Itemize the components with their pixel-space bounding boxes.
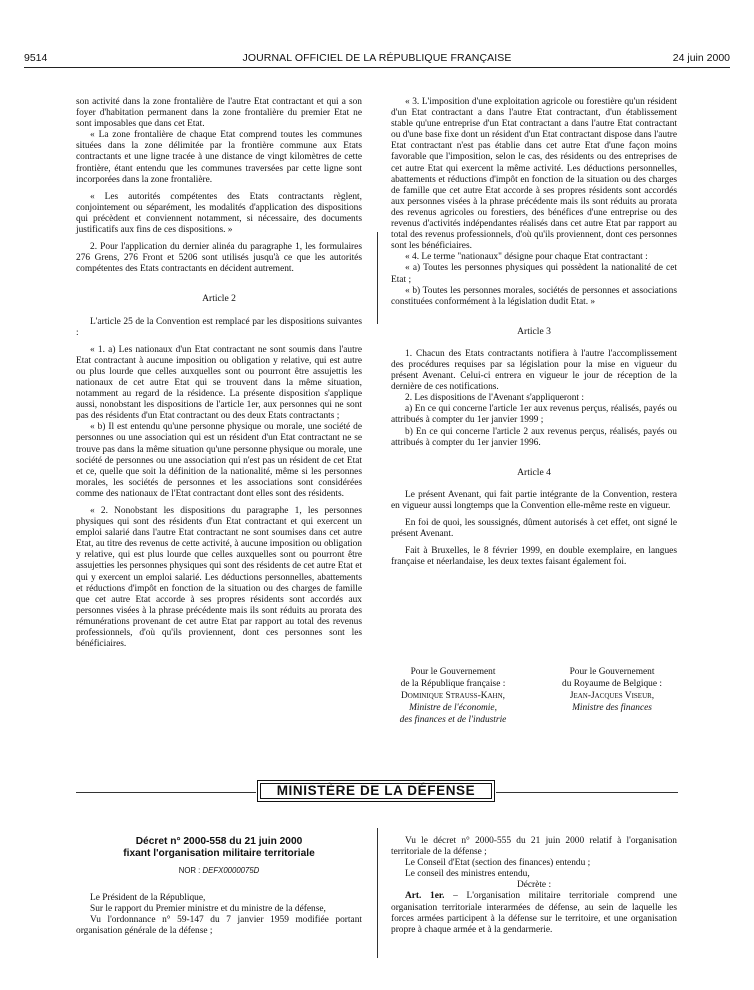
signature-block-belgium <box>532 666 692 714</box>
paragraph: Le présent Avenant, qui fait partie intégrante de la Convention, restera en vigueur aussi longtemps que la Convention elle-même reste en vigueur. <box>391 489 677 511</box>
page-number: 9514 <box>24 52 48 64</box>
paragraph: a) En ce qui concerne l'article 1er aux revenus perçus, réalisés, payés ou attribués à compter du 1er janvier 1999 ; <box>391 404 677 426</box>
signature-line: Pour le Gouvernement <box>569 667 655 677</box>
article-1-text: – L'organisation militaire territoriale comprend une organisation territoriale interarmées de défense, au sein de laquelle les forces armées participent à la défense sur le territoire, et une organisation propre à chaque armée et à la gendarmerie. <box>391 891 677 935</box>
nor-code: DEFX0000075D <box>202 866 260 875</box>
left-column <box>76 97 362 650</box>
paragraph: Vu l'ordonnance n° 59-147 du 7 janvier 1959 modifiée portant organisation générale de la défense ; <box>76 915 362 937</box>
header-rule <box>24 67 730 68</box>
signatory-name: Dominique Strauss-Kahn, <box>401 691 505 701</box>
paragraph: Fait à Bruxelles, le 8 février 1999, en double exemplaire, en langues française et néerlandaise, les deux textes faisant également foi. <box>391 546 677 568</box>
paragraph: Sur le rapport du Premier ministre et du ministre de la défense, <box>90 904 326 915</box>
article-heading: Article 2 <box>202 293 236 305</box>
column-divider <box>377 828 378 958</box>
nor-reference <box>76 866 362 875</box>
paragraph: « Les autorités compétentes des Etats contractants règlent, conjointement ou séparément, les modalités d'application des dispositions qui précèdent et conviennent notamment, si nécessaire, des documents justificatifs aux fins de ces dispositions. » <box>76 191 362 236</box>
paragraph: 2. Les dispositions de l'Avenant s'appliqueront : <box>405 393 584 404</box>
paragraph: Le Président de la République, <box>90 893 206 903</box>
nor-label: NOR : <box>178 866 201 875</box>
paragraph: 2. Pour l'application du dernier alinéa du paragraphe 1, les formulaires 276 Grens, 276 Front et 5206 sont utilisés jusqu'à ce que les autorités compétentes des Etats contractants en décident autrement. <box>76 242 362 275</box>
right-column <box>391 97 677 568</box>
paragraph: « b) Il est entendu qu'une personne physique ou morale, une société de personnes ou une association qui est un résident d'un Etat contractant ne se trouve pas dans la même situation qu'une personne physique ou morale, une société de personnes ou une association qui n'est pas un résident de cet Etat et ce, quelle que soit la définition de la nationalité, même si les personnes morales, les sociétés de personnes et les associations sont considérées comme des nationaux de l'Etat contractant dont elles sont des résidents. <box>76 422 362 499</box>
paragraph: « 1. a) Les nationaux d'un Etat contractant ne sont soumis dans l'autre Etat contractant à aucune imposition ou obligation y relative, qui est autre ou plus lourde que celles auxquelles sont ou pourront être assujettis les nationaux de cet autre Etat qui se trouvent dans la même situation, notamment au regard de la résidence. La présente disposition s'applique aussi, nonobstant les dispositions de l'article 1er, aux personnes qui ne sont pas des résidents d'un Etat contractant ou des deux Etats contractants ; <box>76 344 362 422</box>
paragraph: « a) Toutes les personnes physiques qui possèdent la nationalité de cet Etat ; <box>391 263 677 285</box>
article-heading: Article 4 <box>517 466 551 478</box>
decree-title <box>76 836 362 860</box>
paragraph: Vu le décret n° 2000-555 du 21 juin 2000 relatif à l'organisation territoriale de la défense ; <box>391 836 677 858</box>
paragraph: « La zone frontalière de chaque Etat comprend toutes les communes situées dans la zone délimitée par la frontière commune aux Etats contractants et une ligne tracée à une distance de vingt kilomètres de cette frontière, étant entendu que les communes traversées par cette ligne sont incorporées dans la zone frontalière. <box>76 130 362 185</box>
issue-date: 24 juin 2000 <box>672 52 730 64</box>
journal-title: JOURNAL OFFICIEL DE LA RÉPUBLIQUE FRANÇAISE <box>242 52 512 64</box>
paragraph: Le conseil des ministres entendu, <box>405 869 530 880</box>
decree-title-line: Décret n° 2000-558 du 21 juin 2000 <box>135 836 303 847</box>
signature-line: de la République française : <box>400 679 506 689</box>
banner-rule-left <box>76 792 256 793</box>
signature-line: Pour le Gouvernement <box>410 667 496 677</box>
signature-line: du Royaume de Belgique : <box>562 679 662 689</box>
signatory-title: Ministre des finances <box>572 703 652 713</box>
paragraph: son activité dans la zone frontalière de l'autre Etat contractant et qui a son foyer d'habitation permanent dans la zone frontalière du premier Etat ne sont imposables que dans cet Etat. <box>76 97 362 130</box>
column-divider <box>377 232 378 324</box>
decree-title-line: fixant l'organisation militaire territoriale <box>123 848 315 859</box>
signatory-title: des finances et de l'industrie <box>399 715 507 725</box>
paragraph: « 4. Le terme "nationaux" désigne pour chaque Etat contractant : <box>405 252 648 263</box>
paragraph: L'article 25 de la Convention est remplacé par les dispositions suivantes : <box>76 316 362 338</box>
decree-left-column <box>76 893 362 937</box>
decree-enacting-formula: Décrète : <box>516 880 552 891</box>
signatory-title: Ministre de l'économie, <box>409 703 497 713</box>
paragraph: b) En ce qui concerne l'article 2 aux revenus perçus, réalisés, payés ou attribués à compter du 1er janvier 1996. <box>391 426 677 448</box>
page-header <box>24 52 730 66</box>
paragraph: En foi de quoi, les soussignés, dûment autorisés à cet effet, ont signé le présent Avenant. <box>391 518 677 540</box>
paragraph: « b) Toutes les personnes morales, sociétés de personnes et associations constituées conformément à la législation dudit Etat. » <box>391 285 677 307</box>
ministry-banner-label: MINISTÈRE DE LA DÉFENSE <box>260 783 492 799</box>
signatory-name: Jean-Jacques Viseur, <box>569 691 655 701</box>
article-heading: Article 3 <box>517 325 551 337</box>
paragraph: « 2. Nonobstant les dispositions du paragraphe 1, les personnes physiques qui sont des résidents d'un Etat contractant et qui exercent un emploi salarié dans l'autre Etat contractant ne sont soumises dans cet autre Etat, au titre des revenus de cette activité, à aucune imposition ou obligation y relative, qui est plus lourde que celles auxquelles sont ou pourront être assujetties les personnes physiques qui sont des résidents de cet autre Etat et qui y exercent un emploi salarié. Les déductions personnelles, abattements et réductions d'impôt en fonction de la situation ou des charges de famille que cet autre Etat accorde à ses propres résidents sont accordés aux personnes visées à la phrase précédente mais ils sont réduits au prorata des rémunérations provenant de cet autre Etat par rapport au total des revenus professionnels, d'où qu'ils proviennent, dont ces personnes sont les bénéficiaires. <box>76 506 362 650</box>
paragraph: Le Conseil d'Etat (section des finances) entendu ; <box>405 858 591 869</box>
signature-block-france <box>368 666 538 726</box>
article-1 <box>391 891 677 935</box>
banner-rule-right <box>496 792 678 793</box>
ministry-banner <box>257 780 495 802</box>
paragraph: 1. Chacun des Etats contractants notifiera à l'autre l'accomplissement des procédures requises par sa législation pour la mise en vigueur du présent Avenant. Celui-ci entrera en vigueur le jour de réception de la dernière de ces notifications. <box>391 348 677 393</box>
paragraph: « 3. L'imposition d'une exploitation agricole ou forestière qu'un résident d'un Etat contractant a dans l'autre Etat contractant, d'un établissement stable qu'une entreprise d'un Etat contractant a dans l'autre Etat contractant ou d'une base fixe dont un résident d'un Etat contractant dispose dans l'autre Etat contractant n'est pas établie dans cet autre Etat d'une façon moins favorable que l'imposition, selon le cas, des résidents ou des entreprises de cet autre Etat qui exercent la même activité. Les déductions personnelles, abattements et réductions d'impôt en fonction de la situation ou des charges de famille que cet autre Etat accorde à ses propres résidents sont accordés aux personnes visées à la phrase précédente mais ils sont réduits au prorata des revenus agricoles ou forestiers, des bénéfices d'une entreprise ou des revenus d'activités indépendantes réalisés dans cet autre Etat par rapport au total des revenus professionnels, d'où qu'ils proviennent, dont ces personnes sont les bénéficiaires. <box>391 97 677 252</box>
decree-right-column <box>391 836 677 936</box>
article-1-label: Art. 1er. <box>405 891 445 902</box>
